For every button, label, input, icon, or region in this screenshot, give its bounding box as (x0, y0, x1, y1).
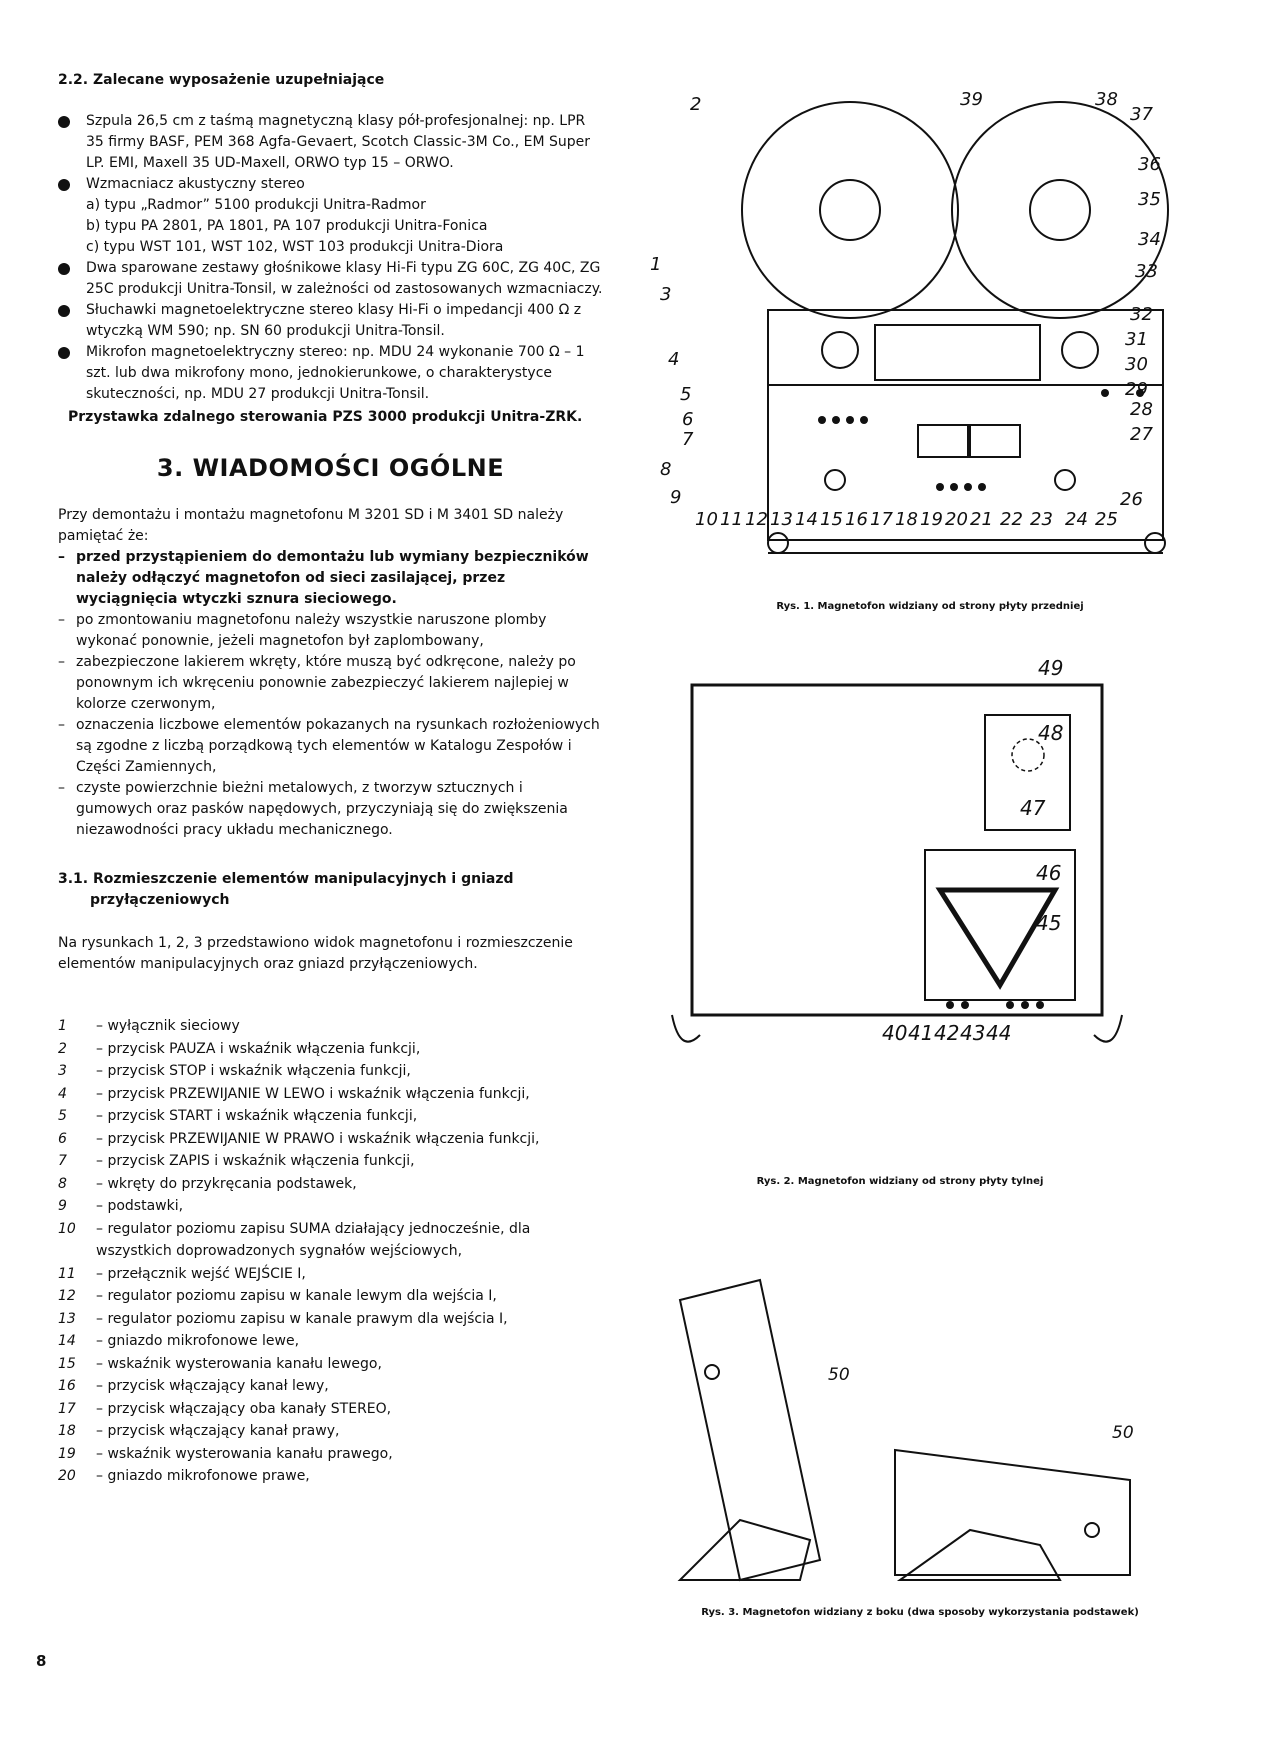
legend-item (58, 1128, 603, 1151)
figure-1-callout: 11 (720, 509, 743, 530)
legend-number: 4 (58, 1085, 67, 1102)
bullet-icon (58, 179, 70, 191)
figure-1-callout: 31 (1125, 329, 1148, 350)
legend-number: 2 (58, 1040, 67, 1057)
figure-1-front-panel (650, 85, 1210, 585)
section-3-intro: Przy demontażu i montażu magnetofonu M 3201 SD i M 3401 SD należy pamiętać że: (58, 507, 564, 544)
right-reel-icon (952, 102, 1168, 318)
figure-1-callout: 15 (820, 509, 843, 530)
figure-1-callout: 20 (945, 509, 968, 530)
figure-2-callout: 46 (1036, 861, 1062, 885)
figure-1-callout: 29 (1125, 379, 1148, 400)
bullet-item: Dwa sparowane zestawy głośnikowe klasy Hi-Fi typu ZG 60C, ZG 40C, ZG 25C produkcji Unitra-Tonsil, w zależności od zastosowanych wzmacniaczy. (58, 258, 603, 300)
element-legend (58, 1015, 603, 1488)
legend-text: – przycisk włączający kanał prawy, (96, 1423, 340, 1439)
legend-number: 8 (58, 1175, 67, 1192)
legend-item (58, 1015, 603, 1038)
legend-number: 10 (58, 1220, 76, 1237)
legend-number: 1 (58, 1018, 67, 1034)
figure-1-callout: 12 (745, 509, 768, 530)
left-column (58, 70, 603, 1488)
legend-number: 9 (58, 1198, 67, 1214)
legend-number: 20 (58, 1468, 76, 1484)
figure-1-callout: 26 (1120, 489, 1143, 510)
figure-1-callout: 14 (795, 509, 818, 530)
figure-1-callout: 10 (695, 509, 718, 530)
legend-item (58, 1105, 603, 1128)
legend-item (58, 1083, 603, 1106)
legend-text: – przycisk PRZEWIJANIE W PRAWO i wskaźnik włączenia funkcji, (96, 1130, 540, 1147)
bullet-item: Wzmacniacz akustyczny stereo a) typu „Radmor” 5100 produkcji Unitra-Radmor b) typu PA 2801, PA 1801, PA 107 produkcji Unitra-Fonica c) typu WST 101, WST 102, WST 103 produkcji Unitra-Diora (58, 174, 603, 258)
figure-1-callout: 4 (668, 349, 680, 370)
amplifier-option: a) typu „Radmor” 5100 produkcji Unitra-Radmor (86, 197, 426, 213)
figure-1-callout: 25 (1095, 509, 1118, 530)
legend-number: 16 (58, 1378, 76, 1394)
legend-number: 14 (58, 1333, 76, 1349)
legend-item (58, 1263, 603, 1286)
legend-number: 17 (58, 1400, 76, 1417)
left-reel-icon (742, 102, 958, 318)
legend-text: – regulator poziomu zapisu SUMA działający jednocześnie, dla wszystkich doprowadzonych sygnałów wejściowych, (96, 1220, 531, 1259)
figure-1-callout: 21 (970, 509, 993, 530)
legend-item (58, 1353, 603, 1376)
legend-item (58, 1218, 603, 1263)
upright-view (680, 1280, 820, 1580)
figure-1-callout: 6 (682, 409, 694, 430)
legend-number: 3 (58, 1063, 67, 1079)
precautions-list (58, 547, 603, 841)
figure-1-callout: 3 (660, 284, 672, 305)
figure-1-callout: 18 (895, 509, 918, 530)
list-item: – zabezpieczone lakierem wkręty, które muszą być odkręcone, należy po ponownym ich wkręceniu ponownie zabezpieczyć lakierem najlepiej w kolorze czerwonym, (58, 654, 576, 712)
legend-text: – przycisk STOP i wskaźnik włączenia funkcji, (96, 1063, 411, 1079)
figure-1-callout: 23 (1030, 509, 1053, 530)
figure-1-callout: 24 (1065, 509, 1088, 530)
figure-1-callout: 35 (1138, 189, 1161, 210)
list-item: – przed przystąpieniem do demontażu lub wymiany bezpieczników należy odłączyć magnetofon od sieci zasilającej, przez wyciągnięcia wtyczki sznura sieciowego. (58, 549, 589, 607)
figure-1-callout: 30 (1125, 354, 1148, 375)
section-3-1-title: 3.1. Rozmieszczenie elementów manipulacyjnych i gniazd przyłączeniowych (58, 871, 514, 908)
section-3-1-intro: Na rysunkach 1, 2, 3 przedstawiono widok magnetofonu i rozmieszczenie elementów manipulacyjnych oraz gniazd przyłączeniowych. (58, 935, 573, 972)
figure-1-callout: 17 (870, 509, 893, 530)
page-number: 8 (36, 1652, 47, 1670)
legend-number: 15 (58, 1355, 76, 1372)
bullet-icon (58, 305, 70, 317)
figure-1-caption: Rys. 1. Magnetofon widziany od strony płyty przedniej (776, 601, 1084, 612)
legend-text: – przycisk ZAPIS i wskaźnik włączenia funkcji, (96, 1153, 415, 1169)
legend-number: 13 (58, 1310, 76, 1327)
figure-2-callout: 49 (1038, 656, 1064, 680)
figure-1-callout: 27 (1130, 424, 1153, 445)
legend-text: – przełącznik wejść WEJŚCIE I, (96, 1265, 306, 1282)
figure-2-callout: 47 (1020, 796, 1046, 820)
figure-2-callout: 43 (960, 1021, 986, 1045)
legend-text: – przycisk włączający oba kanały STEREO, (96, 1400, 392, 1417)
figure-1-callout: 33 (1135, 261, 1158, 282)
legend-item (58, 1420, 603, 1443)
legend-text: – przycisk włączający kanał lewy, (96, 1378, 329, 1394)
legend-number: 19 (58, 1445, 76, 1462)
bullet-icon (58, 347, 70, 359)
legend-text: – przycisk PAUZA i wskaźnik włączenia funkcji, (96, 1040, 421, 1057)
figure-1-callout: 34 (1138, 229, 1161, 250)
figure-1-callout: 32 (1130, 304, 1153, 325)
bullet-icon (58, 116, 70, 128)
legend-item (58, 1038, 603, 1061)
figure-2-rear-panel (660, 655, 1180, 1065)
section-2-2-title: 2.2. Zalecane wyposażenie uzupełniające (58, 72, 385, 88)
legend-text: – regulator poziomu zapisu w kanale prawym dla wejścia I, (96, 1310, 508, 1327)
legend-item (58, 1308, 603, 1331)
legend-text: – przycisk START i wskaźnik włączenia funkcji, (96, 1108, 418, 1124)
figure-2-callout: 48 (1038, 721, 1064, 745)
section-3-title: 3. WIADOMOŚCI OGÓLNE (156, 454, 505, 482)
figure-2-callout: 45 (1036, 911, 1062, 935)
figure-1-callout: 16 (845, 509, 868, 530)
legend-item (58, 1375, 603, 1398)
figure-2-caption: Rys. 2. Magnetofon widziany od strony płyty tylnej (756, 1176, 1044, 1187)
figure-2-callout: 40 (882, 1021, 908, 1045)
figure-1-callout: 1 (650, 254, 662, 275)
legend-number: 12 (58, 1288, 76, 1304)
legend-number: 18 (58, 1423, 76, 1439)
legend-item (58, 1150, 603, 1173)
legend-text: – wkręty do przykręcania podstawek, (96, 1175, 357, 1192)
remote-control-note: Przystawka zdalnego sterowania PZS 3000 produkcji Unitra-ZRK. (68, 409, 583, 425)
legend-item (58, 1060, 603, 1083)
figure-3-caption: Rys. 3. Magnetofon widziany z boku (dwa sposoby wykorzystania podstawek) (701, 1607, 1139, 1618)
list-item: – czyste powierzchnie bieżni metalowych, z tworzyw sztucznych i gumowych oraz pasków napędowych, przyczyniają się do zwiększenia niezawodności pracy układu mechanicznego. (58, 780, 568, 838)
legend-item (58, 1173, 603, 1196)
figure-1-callout: 39 (960, 89, 983, 110)
figure-1-callout: 37 (1130, 104, 1153, 125)
figure-2-callout: 42 (934, 1021, 960, 1045)
legend-number: 11 (58, 1265, 76, 1282)
legend-text: – wskaźnik wysterowania kanału prawego, (96, 1445, 393, 1462)
figure-1-callout: 9 (670, 487, 682, 508)
legend-text: – wyłącznik sieciowy (96, 1018, 240, 1034)
figure-1-callout: 8 (660, 459, 672, 480)
equipment-list (58, 111, 603, 405)
figure-3-callout: 50 (1112, 1423, 1134, 1443)
figure-1-callout: 28 (1130, 399, 1153, 420)
legend-text: – podstawki, (96, 1198, 184, 1214)
legend-number: 7 (58, 1153, 67, 1169)
bullet-item: Szpula 26,5 cm z taśmą magnetyczną klasy pół-profesjonalnej: np. LPR 35 firmy BASF, PEM 368 Agfa-Gevaert, Scotch Classic-3M Co., EM Super LP. EMI, Maxell 35 UD-Maxell, ORWO typ 15 – ORWO. (58, 111, 603, 174)
figure-1-callout: 36 (1138, 154, 1161, 175)
figure-2-callout: 41 (908, 1021, 934, 1045)
legend-text: – wskaźnik wysterowania kanału lewego, (96, 1355, 382, 1372)
flat-view (895, 1450, 1130, 1575)
legend-item (58, 1398, 603, 1421)
legend-number: 6 (58, 1130, 67, 1147)
bullet-icon (58, 263, 70, 275)
figure-3-callout: 50 (828, 1365, 850, 1385)
figure-1-callout: 13 (770, 509, 793, 530)
figure-1-callout: 2 (690, 94, 702, 115)
legend-item (58, 1285, 603, 1308)
amplifier-option: c) typu WST 101, WST 102, WST 103 produkcji Unitra-Diora (86, 239, 504, 255)
list-item: – oznaczenia liczbowe elementów pokazanych na rysunkach rozłożeniowych są zgodne z liczbą porządkową tych elementów w Katalogu Zespołów i Części Zamiennych, (58, 717, 600, 775)
legend-text: – gniazdo mikrofonowe lewe, (96, 1333, 300, 1349)
legend-text: – gniazdo mikrofonowe prawe, (96, 1468, 310, 1484)
legend-item (58, 1443, 603, 1466)
legend-item (58, 1195, 603, 1218)
figure-3-side-views (640, 1260, 1200, 1600)
legend-text: – regulator poziomu zapisu w kanale lewym dla wejścia I, (96, 1288, 497, 1304)
list-item: – po zmontowaniu magnetofonu należy wszystkie naruszone plomby wykonać ponownie, jeżeli magnetofon był zaplombowany, (58, 612, 547, 649)
legend-item (58, 1465, 603, 1488)
bullet-item: Mikrofon magnetoelektryczny stereo: np. MDU 24 wykonanie 700 Ω – 1 szt. lub dwa mikrofony mono, jednokierunkowe, o charakterystyce skuteczności, np. MDU 27 produkcji Unitra-Tonsil. (58, 342, 603, 405)
bullet-item: Słuchawki magnetoelektryczne stereo klasy Hi-Fi o impedancji 400 Ω z wtyczką WM 590; np. SN 60 produkcji Unitra-Tonsil. (58, 300, 603, 342)
figure-2-callout: 44 (986, 1021, 1012, 1045)
amplifier-option: b) typu PA 2801, PA 1801, PA 107 produkcji Unitra-Fonica (86, 218, 488, 234)
figure-1-callout: 38 (1095, 89, 1118, 110)
legend-item (58, 1330, 603, 1353)
legend-text: – przycisk PRZEWIJANIE W LEWO i wskaźnik włączenia funkcji, (96, 1085, 530, 1102)
figure-1-callout: 22 (1000, 509, 1023, 530)
figure-1-callout: 19 (920, 509, 943, 530)
figure-1-callout: 5 (680, 384, 692, 405)
figure-1-callout: 7 (682, 429, 694, 450)
legend-number: 5 (58, 1108, 67, 1124)
